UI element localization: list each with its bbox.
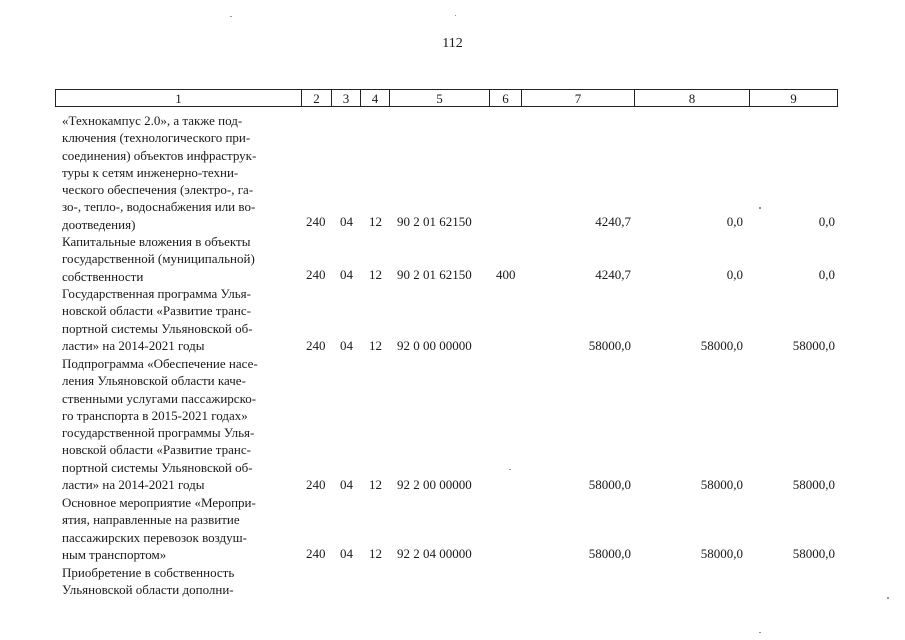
description-line: доотведения) <box>62 216 136 232</box>
target-item-code: 92 2 00 00000 <box>397 477 472 492</box>
amount-col-7: 58000,0 <box>588 338 631 353</box>
amount-col-8: 0,0 <box>726 267 743 282</box>
description-line: государственной программы Улья- <box>62 425 255 441</box>
admin-code: 240 <box>306 214 326 229</box>
description-line: Приобретение в собственность <box>62 565 235 580</box>
column-header-3: 3 <box>332 89 361 107</box>
amount-col-7: 4240,7 <box>595 267 631 282</box>
table-row <box>0 233 905 285</box>
description-line: ласти» на 2014-2021 годы <box>62 477 205 493</box>
description-line: Государственная программа Улья- <box>62 286 251 301</box>
column-header-7: 7 <box>522 89 635 107</box>
description-line: собственности <box>62 268 144 284</box>
section-code: 04 <box>340 477 353 492</box>
page-number: 112 <box>442 36 463 51</box>
column-header-9: 9 <box>750 89 838 107</box>
table-row <box>0 355 905 495</box>
column-header-6: 6 <box>490 89 522 107</box>
description-line: Капитальные вложения в объекты <box>62 234 251 249</box>
description-line: ятия, направленные на развитие <box>62 512 240 528</box>
admin-code: 240 <box>306 477 326 492</box>
amount-col-9: 58000,0 <box>792 338 835 353</box>
description-line: новской области «Развитие транс- <box>62 303 251 319</box>
subsection-code: 12 <box>369 214 382 229</box>
description-line: Ульяновской области дополни- <box>62 582 234 598</box>
amount-col-9: 58000,0 <box>792 546 835 561</box>
target-item-code: 90 2 01 62150 <box>397 267 472 282</box>
scan-speck <box>455 15 456 16</box>
amount-col-9: 58000,0 <box>792 477 835 492</box>
amount-col-9: 0,0 <box>818 267 835 282</box>
admin-code: 240 <box>306 546 326 561</box>
description-line: «Технокампус 2.0», а также под- <box>62 113 243 128</box>
amount-col-7: 58000,0 <box>588 546 631 561</box>
amount-col-8: 58000,0 <box>700 477 743 492</box>
column-header-4: 4 <box>361 89 390 107</box>
row-description <box>62 355 297 493</box>
amount-col-7: 4240,7 <box>595 214 631 229</box>
description-line: государственной (муниципальной) <box>62 251 255 267</box>
subsection-code: 12 <box>369 338 382 353</box>
description-line: ключения (технологического при- <box>62 130 251 146</box>
table-row <box>0 285 905 355</box>
description-line: портной системы Ульяновской об- <box>62 320 253 336</box>
description-line: ственными услугами пассажирско- <box>62 390 257 406</box>
amount-col-8: 58000,0 <box>700 338 743 353</box>
scan-speck <box>759 207 761 209</box>
description-line: ным транспортом» <box>62 546 167 562</box>
section-code: 04 <box>340 338 353 353</box>
description-line: го транспорта в 2015-2021 годах» <box>62 407 248 423</box>
table-row <box>0 494 905 564</box>
description-line: зо-, тепло-, водоснабжения или во- <box>62 199 256 215</box>
subsection-code: 12 <box>369 267 382 282</box>
column-header-1: 1 <box>55 89 302 107</box>
description-line: туры к сетям инженерно-техни- <box>62 164 239 180</box>
table-row <box>0 564 905 604</box>
column-header-8: 8 <box>635 89 750 107</box>
table-row <box>0 112 905 232</box>
description-line: ления Ульяновской области каче- <box>62 373 246 389</box>
description-line: ческого обеспечения (электро-, га- <box>62 182 254 198</box>
scan-speck <box>509 469 511 470</box>
expense-type-code: 400 <box>496 267 516 282</box>
column-header-2: 2 <box>302 89 332 107</box>
description-line: портной системы Ульяновской об- <box>62 459 253 475</box>
target-item-code: 90 2 01 62150 <box>397 214 472 229</box>
row-description <box>62 285 297 354</box>
description-line: соединения) объектов инфраструк- <box>62 147 257 163</box>
amount-col-7: 58000,0 <box>588 477 631 492</box>
section-code: 04 <box>340 214 353 229</box>
section-code: 04 <box>340 267 353 282</box>
scan-speck <box>759 632 761 633</box>
description-line: новской области «Развитие транс- <box>62 442 251 458</box>
subsection-code: 12 <box>369 546 382 561</box>
column-header-5: 5 <box>390 89 490 107</box>
amount-col-8: 0,0 <box>726 214 743 229</box>
description-line: пассажирских перевозок воздуш- <box>62 529 248 545</box>
row-description <box>62 112 297 233</box>
target-item-code: 92 2 04 00000 <box>397 546 472 561</box>
scan-speck <box>887 597 889 599</box>
target-item-code: 92 0 00 00000 <box>397 338 472 353</box>
row-description <box>62 233 297 285</box>
admin-code: 240 <box>306 267 326 282</box>
row-description <box>62 494 297 563</box>
section-code: 04 <box>340 546 353 561</box>
subsection-code: 12 <box>369 477 382 492</box>
scan-speck <box>230 16 232 17</box>
row-description <box>62 564 297 599</box>
description-line: Подпрограмма «Обеспечение насе- <box>62 356 258 371</box>
description-line: Основное мероприятие «Меропри- <box>62 495 256 510</box>
amount-col-9: 0,0 <box>818 214 835 229</box>
amount-col-8: 58000,0 <box>700 546 743 561</box>
description-line: ласти» на 2014-2021 годы <box>62 337 205 353</box>
admin-code: 240 <box>306 338 326 353</box>
